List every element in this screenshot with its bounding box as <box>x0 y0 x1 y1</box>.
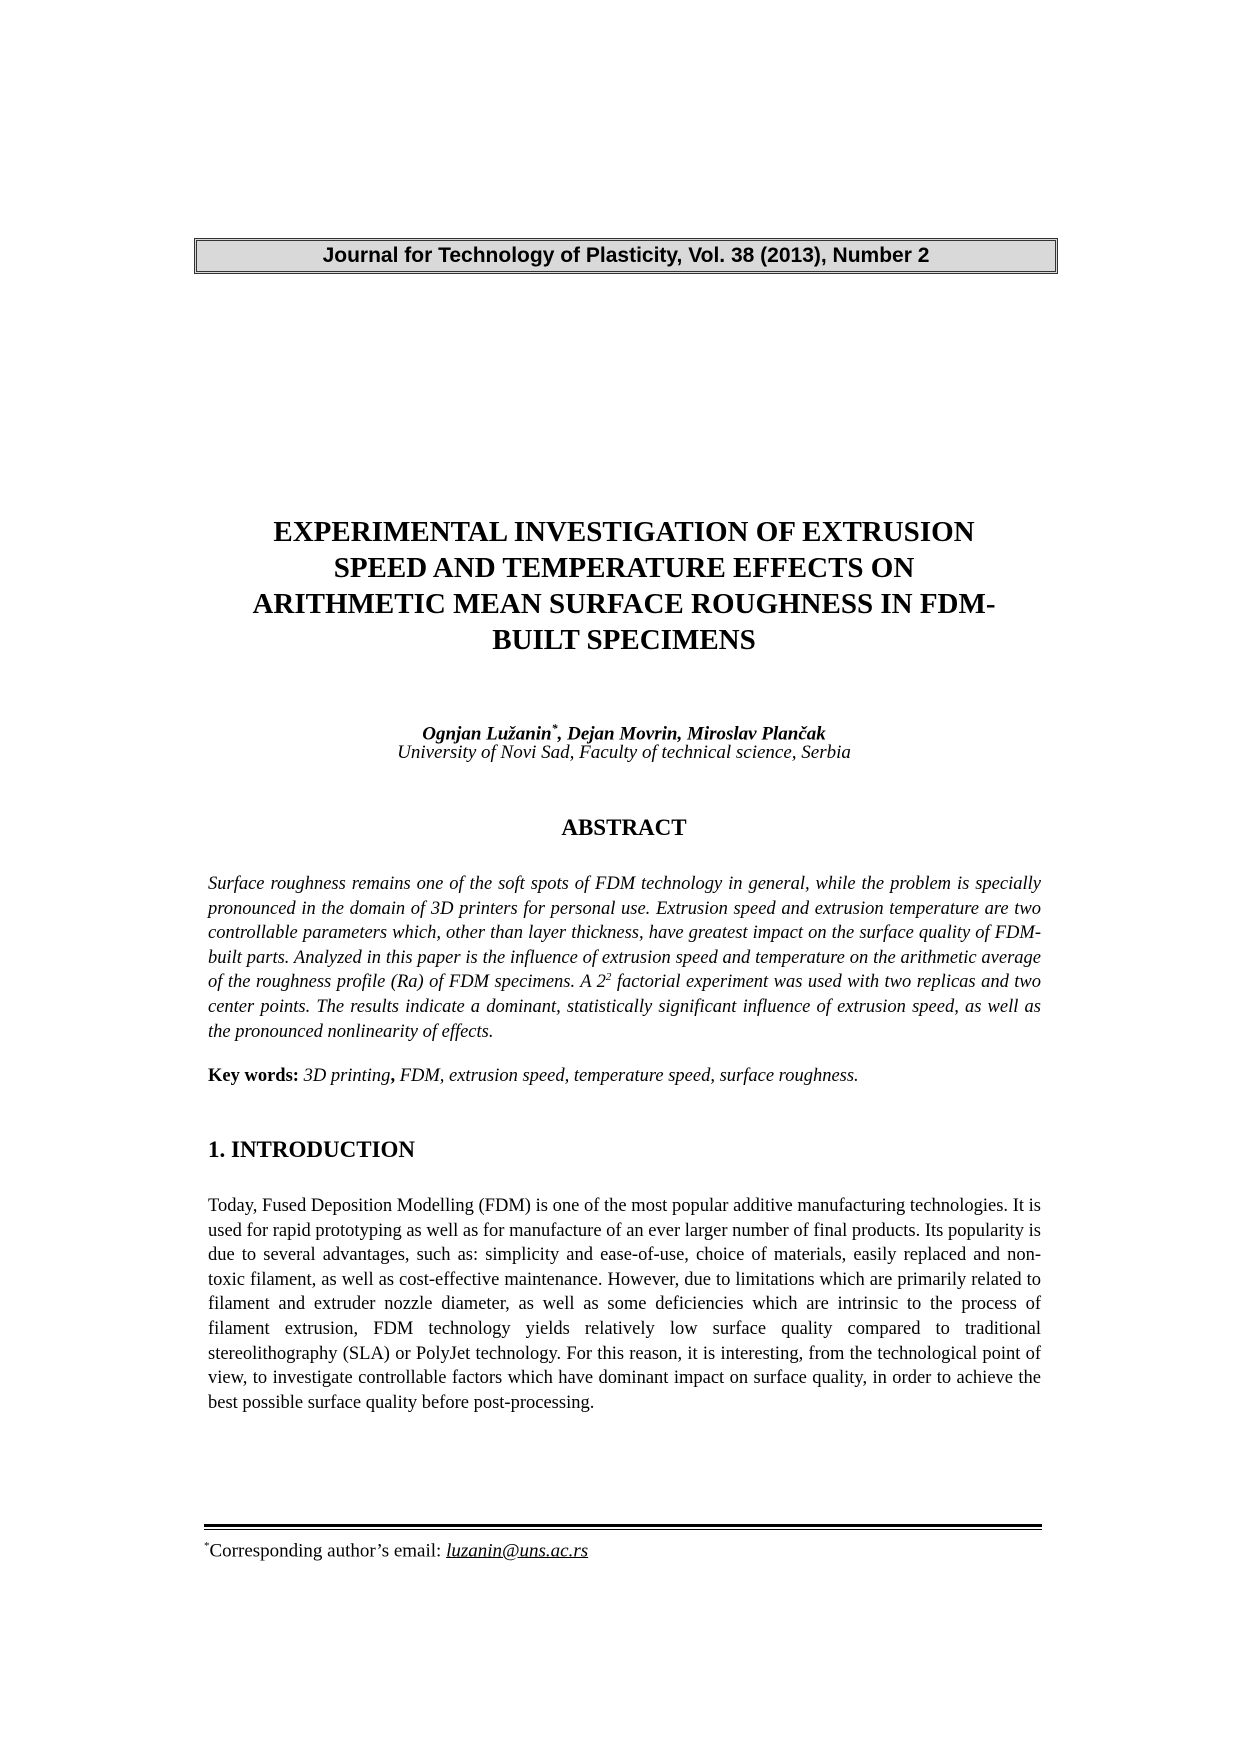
footnote-divider-thin <box>204 1529 1042 1530</box>
abstract-heading: ABSTRACT <box>561 815 687 840</box>
introduction-text: Today, Fused Deposition Modelling (FDM) is one of the most popular additive manufacturing technologies. It is used for rapid prototyping as well as for manufacture of an ever larger number of final products. Its popularity is due to several advantages, such as: simplicity and ease-of-use, choice of materials, easily replaced and non-toxic filament, as well as cost-effective maintenance. However, due to limitations which are primarily related to filament and extruder nozzle diameter, as well as some deficiencies which are intrinsic to the process of filament extrusion, FDM technology yields relatively low surface quality compared to traditional stereolithography (SLA) or PolyJet technology. For this reason, it is interesting, from the technological point of view, to investigate controllable factors which have dominant impact on surface quality, in order to achieve the best possible surface quality before post-processing. <box>208 1196 1041 1413</box>
corresponding-author-mark: * <box>551 721 558 735</box>
affiliation: University of Novi Sad, Faculty of technical science, Serbia <box>397 742 851 763</box>
footnote-divider <box>204 1524 1042 1527</box>
keyword-first: 3D printing <box>303 1066 391 1086</box>
keyword-rest: FDM, extrusion speed, temperature speed, surface roughness. <box>395 1066 859 1086</box>
title-line-1: EXPERIMENTAL INVESTIGATION OF EXTRUSION <box>273 516 975 548</box>
title-line-4: BUILT SPECIMENS <box>492 624 756 656</box>
keywords-label: Key words: <box>208 1066 299 1086</box>
paper-title <box>200 514 1048 658</box>
keywords <box>208 1064 1041 1088</box>
abstract-text-part1: Surface roughness remains one of the soft spots of FDM technology in general, while the problem is specially pronounced in the domain of 3D printers for personal use. Extrusion speed and extrusion temperature are two controllable parameters which, other than layer thickness, have greatest impact on the surface quality of FDM-built parts. Analyzed in this paper is the influence of extrusion speed and temperature on the arithmetic average of the roughness profile (Ra) of FDM specimens. A 2 <box>208 874 1041 993</box>
author-email-link[interactable]: luzanin@uns.ac.rs <box>446 1540 589 1562</box>
journal-header-text: Journal for Technology of Plasticity, Vol. 38 (2013), Number 2 <box>322 244 930 267</box>
abstract-text <box>208 872 1041 1044</box>
keyword-separator: , <box>390 1066 396 1086</box>
abstract-superscript: 2 <box>605 971 612 984</box>
footnote-label: Corresponding author’s email: <box>209 1540 447 1562</box>
first-author: Ognjan Lužanin <box>422 723 552 745</box>
journal-header <box>194 238 1058 274</box>
section-heading-introduction: 1. INTRODUCTION <box>208 1137 416 1162</box>
title-line-3: ARITHMETIC MEAN SURFACE ROUGHNESS IN FDM- <box>252 588 996 620</box>
footnote-mark: * <box>204 1540 210 1552</box>
footnote <box>204 1533 1042 1564</box>
abstract-text-part2: factorial experiment was used with two replicas and two center points. The results indicate a dominant, statistically significant influence of extrusion speed, as well as the pronounced nonlinearity of effects. <box>208 972 1041 1042</box>
other-authors: , Dejan Movrin, Miroslav Plančak <box>557 723 826 745</box>
title-line-2: SPEED AND TEMPERATURE EFFECTS ON <box>333 552 915 584</box>
